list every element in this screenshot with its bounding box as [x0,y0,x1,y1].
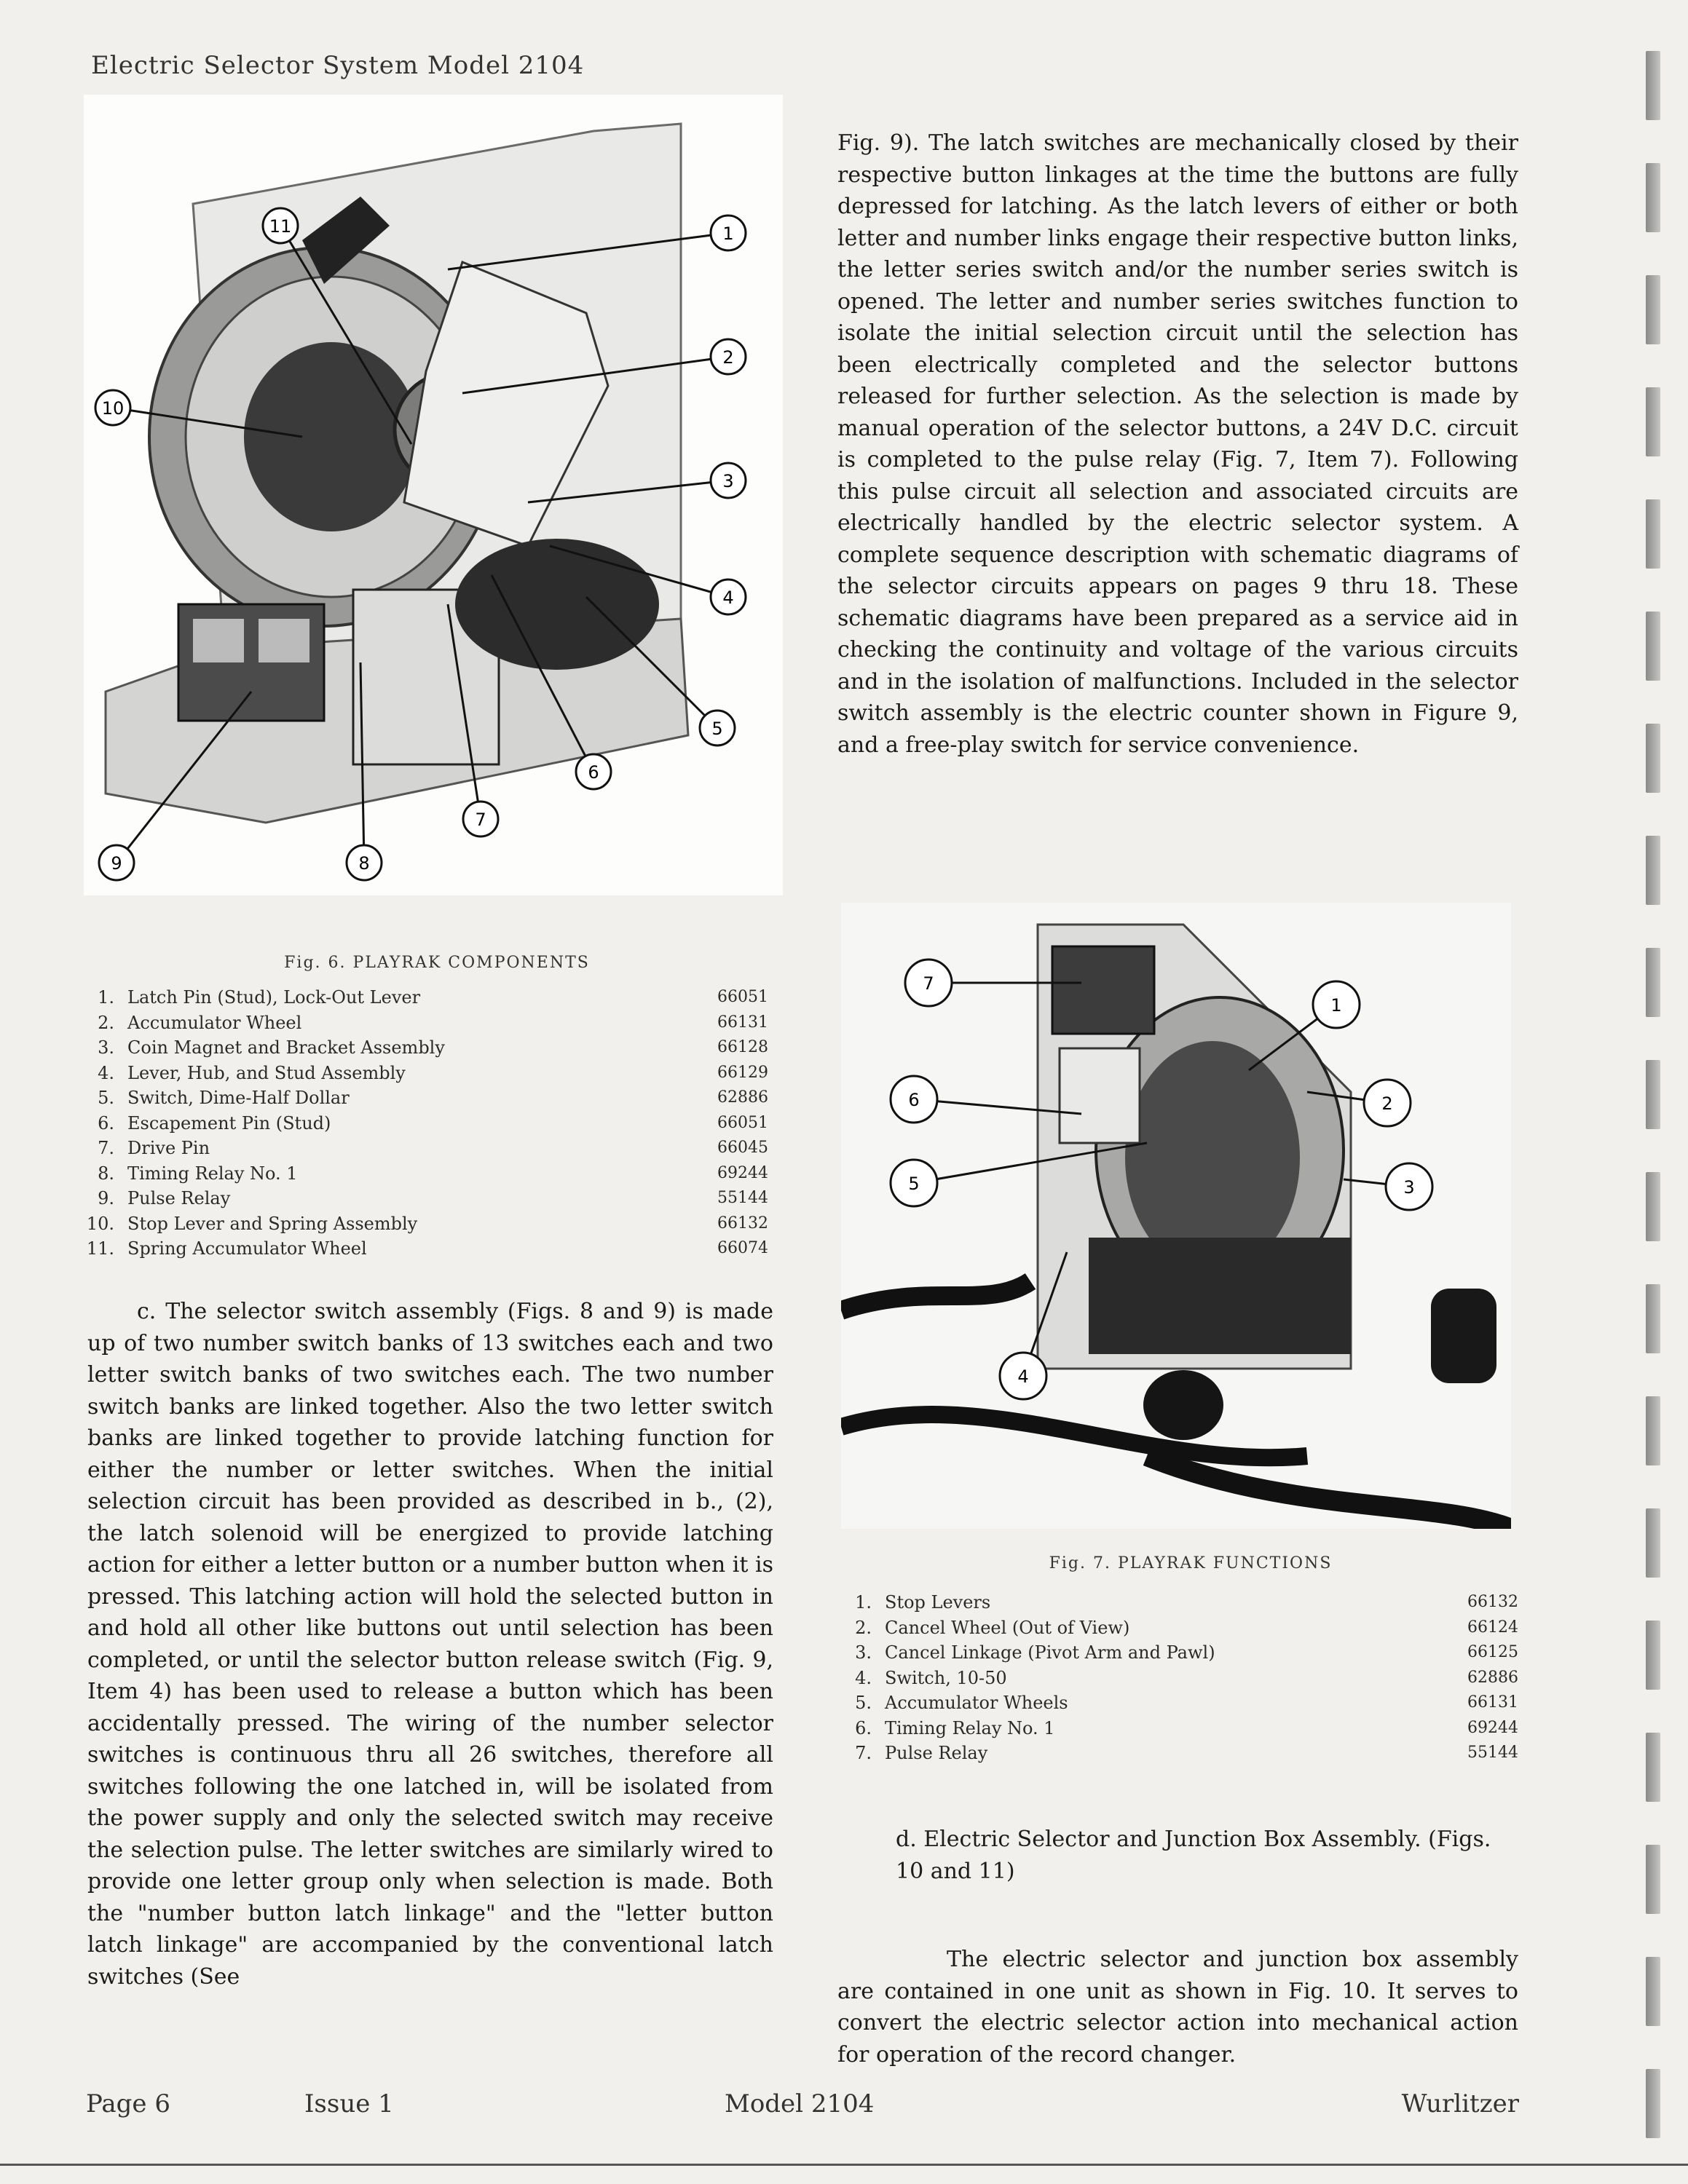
parts-num: 4. [98,1062,114,1083]
binding-tab [1646,275,1660,344]
parts-num: 7. [855,1743,872,1763]
parts-row [69,985,768,1010]
parts-row [69,1236,768,1262]
parts-pn: 66131 [1467,1693,1518,1712]
right-paragraph-1: Fig. 9). The latch switches are mechanically closed by their respective button linkages at the time the buttons are fully depressed for latching. As the latch levers of either or both letter and number links engage their respective button links, the letter series switch and/or the number series switch is opened. The letter and number series switches function to isolate the initial selection circuit until the selection has been electrically completed and the selector buttons released for further selection. As the selection is made by manual operation of the selector buttons, a 24V D.C. circuit is completed to the pulse relay (Fig. 7, Item 7). Following this pulse circuit all selection and associated circuits are electrically handled by the electric selector system. A complete sequence description with schematic diagrams of the selector circuits appears on pages 9 thru 18. These schematic diagrams have been prepared as a service aid in checking the continuity and voltage of the various circuits and in the isolation of malfunctions. Included in the selector switch assembly is the electric counter shown in Figure 9, and a free-play switch for service convenience. [837,130,1518,758]
callout-number: 6 [908,1090,920,1110]
binding-tab [1646,2069,1660,2138]
parts-desc: Pulse Relay [885,1743,988,1763]
fig6-parts-list [69,985,768,1262]
callout-number: 4 [722,587,734,608]
fig7-caption: Fig. 7. PLAYRAK FUNCTIONS [1049,1554,1333,1572]
parts-num: 8. [98,1163,114,1184]
parts-desc: Timing Relay No. 1 [885,1717,1055,1738]
parts-desc: Cancel Wheel (Out of View) [885,1617,1130,1638]
parts-row [69,1061,768,1086]
parts-pn: 66132 [1467,1593,1518,1611]
binding-tab [1646,1957,1660,2026]
parts-desc: Coin Magnet and Bracket Assembly [127,1037,445,1058]
parts-row [827,1690,1518,1716]
callout-number: 2 [1381,1093,1393,1114]
parts-row [69,1186,768,1211]
parts-desc: Switch, 10-50 [885,1667,1007,1688]
callout-number: 9 [111,853,122,874]
parts-num: 5. [98,1088,114,1108]
binding-tab [1646,836,1660,905]
parts-desc: Latch Pin (Stud), Lock-Out Lever [127,987,421,1008]
parts-pn: 66124 [1467,1618,1518,1637]
parts-row [69,1010,768,1036]
parts-row [69,1161,768,1187]
parts-pn: 69244 [717,1163,768,1182]
binding-tab [1646,51,1660,120]
parts-desc: Timing Relay No. 1 [127,1163,298,1184]
parts-desc: Switch, Dime-Half Dollar [127,1088,350,1108]
parts-row [69,1035,768,1061]
parts-pn: 55144 [717,1189,768,1207]
fig7-parts-list [827,1590,1518,1766]
parts-row [827,1615,1518,1641]
binding-tab [1646,1621,1660,1690]
parts-num: 5. [855,1693,872,1713]
parts-desc: Cancel Linkage (Pivot Arm and Pawl) [885,1642,1215,1663]
binding-tab [1646,1845,1660,1914]
callout-number: 4 [1017,1366,1029,1387]
parts-pn: 62886 [1467,1668,1518,1687]
binding-tab [1646,1508,1660,1578]
parts-row [827,1640,1518,1666]
callout-number: 6 [588,762,599,783]
parts-row [827,1666,1518,1691]
parts-pn: 69244 [1467,1718,1518,1737]
parts-num: 10. [86,1213,114,1234]
parts-row [69,1136,768,1161]
parts-num: 7. [98,1138,114,1158]
parts-num: 1. [98,987,114,1008]
fig6-mechanism-illustration [84,95,783,895]
binding-tab [1646,724,1660,793]
footer-page: Page 6 [86,2089,170,2118]
binding-tab [1646,1172,1660,1241]
parts-desc: Stop Levers [885,1592,991,1613]
parts-num: 6. [98,1112,114,1133]
parts-pn: 66051 [717,1113,768,1132]
callout-number: 7 [923,973,934,994]
binding-tab [1646,1396,1660,1465]
parts-row [827,1590,1518,1615]
binding-tab [1646,612,1660,681]
parts-row [69,1111,768,1136]
parts-num: 9. [98,1188,114,1208]
right-paragraph-2: The electric selector and junction box assembly are contained in one unit as shown in Fig. 10. It serves to convert the electric selector action into mechanical action for operation of the record changer. [837,1947,1518,2068]
callout-number: 8 [358,853,370,874]
parts-desc: Lever, Hub, and Stud Assembly [127,1062,406,1083]
callout-number: 1 [1330,995,1342,1016]
left-paragraph-c: c. The selector switch assembly (Figs. 8 and 9) is made up of two number switch banks of 13 switches each and two letter switch banks of two switches each. The two number switch banks are linked together. Also the two letter switch banks are linked together to provide latching function for either the number or letter switches. When the initial selection circuit has been provided as described in b., (2), the latch solenoid will be energized to provide latching action for either a letter button or a number button when it is pressed. This latching action will hold the selected button in and hold all other like buttons out until selection has been completed, or until the selector button release switch (Fig. 9, Item 4) has been used to release a button which has been accidentally pressed. The wiring of the number selector switches is continuous thru all 26 switches, therefore all switches following the one latched in, will be isolated from the power supply and only the selected switch may receive the selection pulse. The letter switches are similarly wired to provide one letter group only when selection is made. Both the "number button latch linkage" and the "letter button latch linkage" are accompanied by the conventional latch switches (See [87,1299,773,1990]
section-d-heading: d. Electric Selector and Junction Box Assembly. (Figs. 10 and 11) [896,1827,1491,1884]
parts-desc: Stop Lever and Spring Assembly [127,1213,418,1234]
callout-number: 2 [722,347,734,368]
parts-num: 2. [98,1012,114,1033]
callout-number: 3 [722,471,734,491]
footer-brand: Wurlitzer [1401,2089,1519,2118]
running-header: Electric Selector System Model 2104 [91,51,585,80]
parts-pn: 66131 [717,1013,768,1032]
parts-desc: Spring Accumulator Wheel [127,1238,367,1259]
binding-tab [1646,163,1660,232]
callout-number: 7 [475,810,486,830]
callout-number: 5 [908,1174,920,1194]
binding-tab [1646,1060,1660,1129]
footer-issue: Issue 1 [304,2089,394,2118]
callout-number: 3 [1403,1177,1415,1198]
parts-num: 3. [855,1642,872,1663]
binding-tab [1646,387,1660,456]
callout-number: 11 [269,216,292,237]
parts-row [69,1085,768,1111]
callout-number: 5 [711,719,723,739]
callout-number: 10 [101,398,125,419]
fig6-caption: Fig. 6. PLAYRAK COMPONENTS [284,954,590,972]
parts-pn: 66129 [717,1063,768,1082]
parts-row [827,1741,1518,1766]
footer-model: Model 2104 [725,2089,875,2118]
binding-tab [1646,499,1660,569]
binding-tab [1646,1733,1660,1802]
parts-pn: 66125 [1467,1643,1518,1661]
parts-desc: Accumulator Wheel [127,1012,302,1033]
binding-tab [1646,1284,1660,1353]
parts-pn: 66128 [717,1038,768,1056]
parts-pn: 62886 [717,1088,768,1107]
fig7-mechanism-illustration [841,903,1511,1529]
parts-pn: 66051 [717,988,768,1006]
parts-num: 3. [98,1037,114,1058]
fig6-photo [84,95,783,895]
fig7-photo [841,903,1511,1529]
parts-desc: Escapement Pin (Stud) [127,1112,331,1133]
binding-tab [1646,948,1660,1017]
parts-num: 6. [855,1717,872,1738]
parts-row [827,1716,1518,1741]
parts-pn: 66132 [717,1214,768,1233]
parts-desc: Pulse Relay [127,1188,231,1208]
parts-pn: 66074 [717,1239,768,1257]
parts-pn: 66045 [717,1139,768,1157]
parts-num: 2. [855,1617,872,1638]
parts-row [69,1211,768,1237]
parts-pn: 55144 [1467,1744,1518,1762]
parts-num: 1. [855,1592,872,1613]
parts-num: 4. [855,1667,872,1688]
parts-num: 11. [86,1238,114,1259]
callout-number: 1 [722,223,734,244]
parts-desc: Drive Pin [127,1138,210,1158]
parts-desc: Accumulator Wheels [885,1693,1068,1713]
bottom-rule [0,2164,1688,2166]
